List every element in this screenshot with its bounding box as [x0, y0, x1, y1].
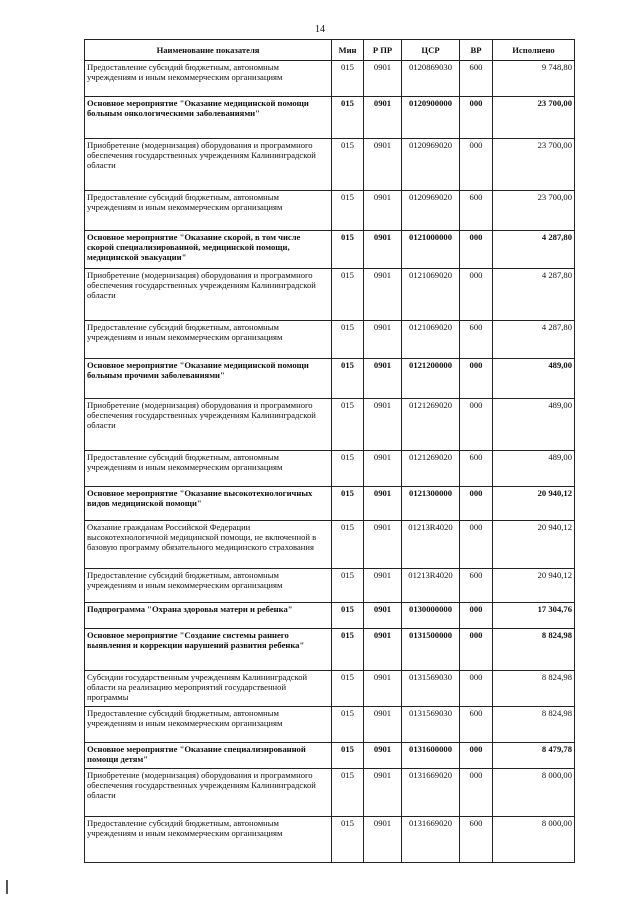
row-vr: 000 — [460, 399, 493, 451]
table-row — [85, 743, 575, 769]
row-rpr: 0901 — [364, 61, 402, 97]
row-name: Основное мероприятие "Оказание скорой, в том числе скорой специализированной, медицинской помощи, медицинской эвакуации" — [85, 231, 332, 269]
row-min: 015 — [332, 603, 364, 629]
table-row — [85, 139, 575, 191]
row-rpr: 0901 — [364, 97, 402, 139]
row-csr: 01213R4020 — [402, 521, 460, 569]
col-header-min: Мин — [332, 40, 364, 61]
row-min: 015 — [332, 487, 364, 521]
row-rpr: 0901 — [364, 139, 402, 191]
row-done: 489,00 — [493, 451, 575, 487]
row-vr: 000 — [460, 603, 493, 629]
row-vr: 600 — [460, 707, 493, 743]
col-header-csr: ЦСР — [402, 40, 460, 61]
row-min: 015 — [332, 61, 364, 97]
table-row — [85, 191, 575, 231]
row-name: Субсидии государственным учреждениям Калининградской области на реализацию мероприятий государственной программы — [85, 671, 332, 707]
row-name: Предоставление субсидий бюджетным, автономным учреждениям и иным некоммерческим организациям — [85, 321, 332, 359]
row-name: Предоставление субсидий бюджетным, автономным учреждениям и иным некоммерческим организациям — [85, 451, 332, 487]
row-min: 015 — [332, 743, 364, 769]
row-name: Приобретение (модернизация) оборудования и программного обеспечения государственных учреждениям Калининградской области — [85, 399, 332, 451]
row-rpr: 0901 — [364, 399, 402, 451]
row-done: 4 287,80 — [493, 321, 575, 359]
table-row — [85, 521, 575, 569]
table-header-row — [85, 40, 575, 61]
table-row — [85, 269, 575, 321]
row-csr: 0121069020 — [402, 269, 460, 321]
table-row — [85, 569, 575, 603]
row-vr: 000 — [460, 487, 493, 521]
table-row — [85, 359, 575, 399]
row-done: 489,00 — [493, 359, 575, 399]
row-done: 20 940,12 — [493, 569, 575, 603]
row-csr: 0131669020 — [402, 769, 460, 817]
row-rpr: 0901 — [364, 569, 402, 603]
row-done: 23 700,00 — [493, 139, 575, 191]
row-vr: 600 — [460, 817, 493, 863]
table-row — [85, 97, 575, 139]
row-name: Приобретение (модернизация) оборудования и программного обеспечения государственных учреждениям Калининградской области — [85, 269, 332, 321]
row-csr: 0121069020 — [402, 321, 460, 359]
row-min: 015 — [332, 191, 364, 231]
row-done: 8 824,98 — [493, 671, 575, 707]
row-done: 8 824,98 — [493, 707, 575, 743]
row-done: 23 700,00 — [493, 97, 575, 139]
row-csr: 0121269020 — [402, 451, 460, 487]
row-rpr: 0901 — [364, 269, 402, 321]
row-done: 17 304,76 — [493, 603, 575, 629]
row-min: 015 — [332, 451, 364, 487]
table-row — [85, 451, 575, 487]
row-name: Основное мероприятие "Создание системы раннего выявления и коррекции нарушений развития ребенка" — [85, 629, 332, 671]
row-rpr: 0901 — [364, 487, 402, 521]
row-rpr: 0901 — [364, 231, 402, 269]
row-done: 8 000,00 — [493, 817, 575, 863]
row-rpr: 0901 — [364, 321, 402, 359]
table-row — [85, 61, 575, 97]
row-name: Предоставление субсидий бюджетным, автономным учреждениям и иным некоммерческим организациям — [85, 817, 332, 863]
row-vr: 600 — [460, 321, 493, 359]
row-min: 015 — [332, 231, 364, 269]
row-vr: 000 — [460, 231, 493, 269]
row-csr: 0131569030 — [402, 707, 460, 743]
col-header-name: Наименование показателя — [85, 40, 332, 61]
row-min: 015 — [332, 629, 364, 671]
row-rpr: 0901 — [364, 817, 402, 863]
table-row — [85, 817, 575, 863]
row-csr: 0131600000 — [402, 743, 460, 769]
row-rpr: 0901 — [364, 629, 402, 671]
row-rpr: 0901 — [364, 359, 402, 399]
row-vr: 600 — [460, 451, 493, 487]
row-min: 015 — [332, 139, 364, 191]
row-done: 8 479,78 — [493, 743, 575, 769]
budget-table — [84, 39, 575, 863]
page-number: 14 — [315, 24, 325, 35]
row-vr: 600 — [460, 61, 493, 97]
row-min: 015 — [332, 359, 364, 399]
table-row — [85, 671, 575, 707]
row-vr: 000 — [460, 359, 493, 399]
row-vr: 000 — [460, 269, 493, 321]
scan-margin-mark — [6, 880, 8, 894]
table-row — [85, 487, 575, 521]
row-vr: 000 — [460, 139, 493, 191]
row-done: 20 940,12 — [493, 487, 575, 521]
row-done: 20 940,12 — [493, 521, 575, 569]
row-name: Основное мероприятие "Оказание высокотехнологичных видов медицинской помощи" — [85, 487, 332, 521]
table-row — [85, 321, 575, 359]
row-name: Предоставление субсидий бюджетным, автономным учреждениям и иным некоммерческим организациям — [85, 61, 332, 97]
row-vr: 000 — [460, 769, 493, 817]
row-rpr: 0901 — [364, 603, 402, 629]
row-rpr: 0901 — [364, 521, 402, 569]
row-min: 015 — [332, 521, 364, 569]
row-min: 015 — [332, 817, 364, 863]
col-header-vr: ВР — [460, 40, 493, 61]
row-csr: 0121269020 — [402, 399, 460, 451]
col-header-rpr: Р ПР — [364, 40, 402, 61]
row-name: Основное мероприятие "Оказание медицинской помощи больным онкологическими заболеваниями" — [85, 97, 332, 139]
row-min: 015 — [332, 321, 364, 359]
row-vr: 000 — [460, 743, 493, 769]
row-csr: 0121000000 — [402, 231, 460, 269]
row-rpr: 0901 — [364, 671, 402, 707]
table-row — [85, 231, 575, 269]
table-row — [85, 399, 575, 451]
row-vr: 600 — [460, 569, 493, 603]
row-csr: 0120969020 — [402, 191, 460, 231]
row-name: Предоставление субсидий бюджетным, автономным учреждениям и иным некоммерческим организациям — [85, 191, 332, 231]
row-vr: 000 — [460, 521, 493, 569]
col-header-done: Исполнено — [493, 40, 575, 61]
row-rpr: 0901 — [364, 743, 402, 769]
row-name: Предоставление субсидий бюджетным, автономным учреждениям и иным некоммерческим организациям — [85, 569, 332, 603]
row-min: 015 — [332, 399, 364, 451]
row-csr: 0120869030 — [402, 61, 460, 97]
row-done: 4 287,80 — [493, 269, 575, 321]
row-rpr: 0901 — [364, 451, 402, 487]
row-csr: 0130000000 — [402, 603, 460, 629]
table-row — [85, 629, 575, 671]
row-name: Подпрограмма "Охрана здоровья матери и ребенка" — [85, 603, 332, 629]
row-rpr: 0901 — [364, 191, 402, 231]
row-min: 015 — [332, 97, 364, 139]
row-name: Основное мероприятие "Оказание медицинской помощи больным прочими заболеваниями" — [85, 359, 332, 399]
row-csr: 0121200000 — [402, 359, 460, 399]
row-done: 23 700,00 — [493, 191, 575, 231]
row-min: 015 — [332, 769, 364, 817]
row-name: Приобретение (модернизация) оборудования и программного обеспечения государственных учреждениям Калининградской области — [85, 139, 332, 191]
row-vr: 000 — [460, 671, 493, 707]
row-csr: 01213R4020 — [402, 569, 460, 603]
row-name: Оказание гражданам Российской Федерации высокотехнологичной медицинской помощи, не включенной в базовую программу обязательного медицинского страхования — [85, 521, 332, 569]
row-vr: 600 — [460, 191, 493, 231]
row-csr: 0120969020 — [402, 139, 460, 191]
row-done: 9 748,80 — [493, 61, 575, 97]
row-vr: 000 — [460, 629, 493, 671]
row-name: Основное мероприятие "Оказание специализированной помощи детям" — [85, 743, 332, 769]
row-name: Предоставление субсидий бюджетным, автономным учреждениям и иным некоммерческим организациям — [85, 707, 332, 743]
row-vr: 000 — [460, 97, 493, 139]
table-row — [85, 769, 575, 817]
row-csr: 0131500000 — [402, 629, 460, 671]
row-min: 015 — [332, 707, 364, 743]
row-csr: 0131569030 — [402, 671, 460, 707]
row-min: 015 — [332, 269, 364, 321]
table-row — [85, 707, 575, 743]
row-name: Приобретение (модернизация) оборудования и программного обеспечения государственных учреждениям Калининградской области — [85, 769, 332, 817]
row-done: 8 000,00 — [493, 769, 575, 817]
row-done: 489,00 — [493, 399, 575, 451]
table-row — [85, 603, 575, 629]
row-rpr: 0901 — [364, 769, 402, 817]
row-csr: 0121300000 — [402, 487, 460, 521]
row-done: 4 287,80 — [493, 231, 575, 269]
row-min: 015 — [332, 671, 364, 707]
row-done: 8 824,98 — [493, 629, 575, 671]
row-csr: 0120900000 — [402, 97, 460, 139]
row-csr: 0131669020 — [402, 817, 460, 863]
row-rpr: 0901 — [364, 707, 402, 743]
row-min: 015 — [332, 569, 364, 603]
